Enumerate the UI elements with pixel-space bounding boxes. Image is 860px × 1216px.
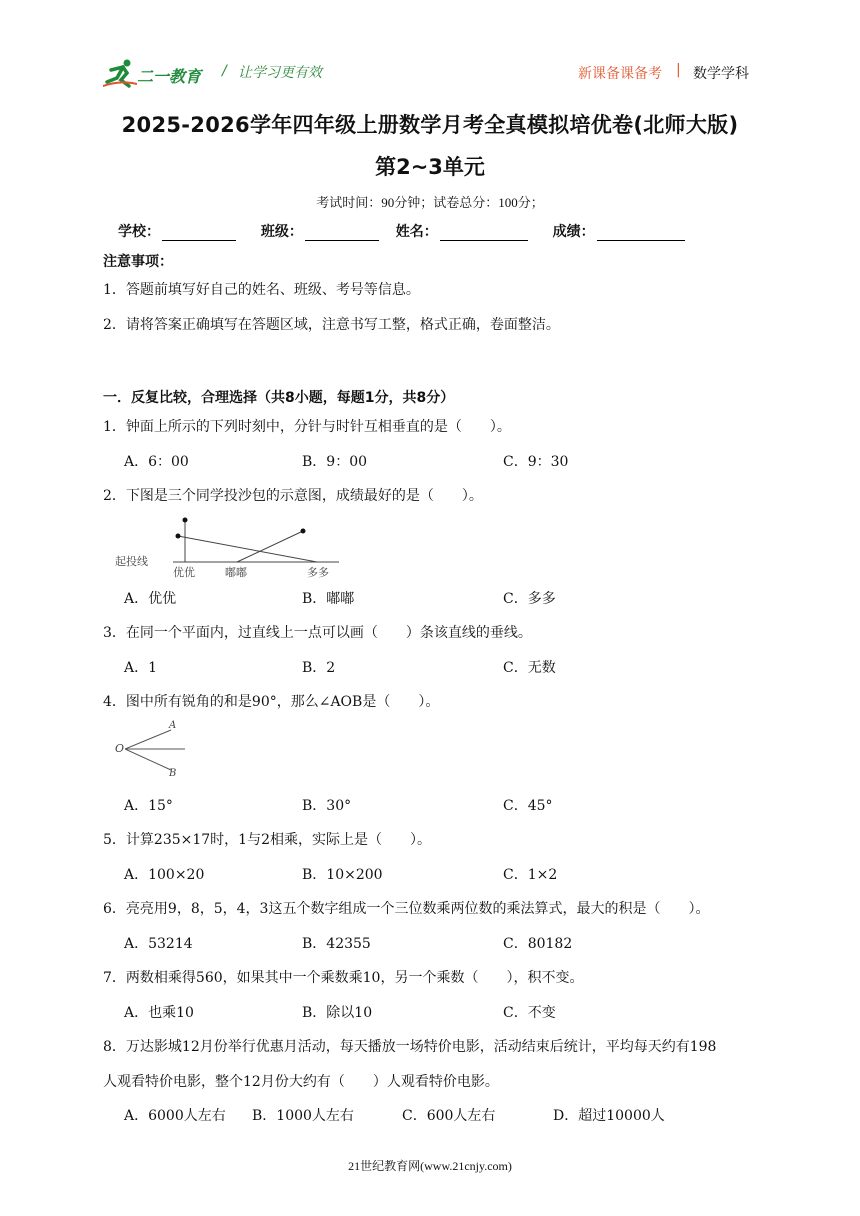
option[interactable]: A．15°	[124, 798, 173, 814]
option[interactable]: C．不变	[503, 1005, 556, 1021]
header-bar: |	[676, 62, 681, 78]
class-blank[interactable]	[305, 226, 379, 241]
option[interactable]: B．9：00	[302, 454, 368, 470]
question-5: 5．计算235×17时，1与2相乘，实际上是（ ）。	[103, 832, 431, 848]
option[interactable]: B．1000人左右	[252, 1108, 354, 1124]
option[interactable]: C．1×2	[503, 867, 558, 883]
option[interactable]: A．53214	[124, 936, 193, 952]
option[interactable]: B．10×200	[302, 867, 383, 883]
angle-diagram	[113, 718, 193, 780]
option[interactable]: A．1	[124, 660, 158, 676]
score-label: 成绩：	[552, 224, 595, 240]
logo-text: 二一教育	[137, 67, 202, 86]
runner-logo-icon	[103, 58, 137, 88]
figure-name: 多多	[307, 566, 329, 579]
header-slogan: 让学习更有效	[238, 65, 322, 81]
header-brand: 新课备课备考	[578, 66, 662, 82]
exam-info: 考试时间：90分钟；试卷总分：100分；	[316, 195, 544, 210]
score-blank[interactable]	[597, 226, 685, 241]
start-line-label: 起投线	[115, 555, 148, 568]
option[interactable]: C．无数	[503, 660, 556, 676]
header-divider-slash: /	[222, 63, 227, 79]
option[interactable]: C．80182	[503, 936, 573, 952]
option[interactable]: A．6000人左右	[124, 1108, 226, 1124]
option[interactable]: B．2	[302, 660, 336, 676]
footer: 21世纪教育网(www.21cnjy.com)	[348, 1159, 512, 1173]
question-6: 6．亮亮用9，8，5，4，3这五个数字组成一个三位数乘两位数的乘法算式，最大的积是（ ）。	[103, 901, 710, 917]
option[interactable]: C．45°	[503, 798, 553, 814]
name-blank[interactable]	[440, 226, 528, 241]
option[interactable]: D．超过10000人	[553, 1108, 665, 1124]
question-4: 4．图中所有锐角的和是90°，那么∠AOB是（ ）。	[103, 694, 440, 710]
note-item: 1．答题前填写好自己的姓名、班级、考号等信息。	[103, 282, 420, 298]
header-logo	[103, 58, 215, 90]
question-1: 1．钟面上所示的下列时刻中，分针与时针互相垂直的是（ ）。	[103, 419, 511, 435]
point-label: B	[169, 768, 177, 779]
question-7: 7．两数相乘得560，如果其中一个乘数乘10，另一个乘数（ ），积不变。	[103, 970, 584, 986]
angle-figure	[113, 718, 193, 780]
school-blank[interactable]	[162, 226, 236, 241]
sandbag-figure	[113, 512, 343, 580]
question-8-cont: 人观看特价电影，整个12月份大约有（ ）人观看特价电影。	[103, 1074, 499, 1090]
notes-heading: 注意事项：	[103, 254, 173, 270]
figure-name: 优优	[173, 566, 195, 579]
question-2: 2．下图是三个同学投沙包的示意图，成绩最好的是（ ）。	[103, 488, 483, 504]
name-label: 姓名：	[395, 224, 438, 240]
option[interactable]: A．优优	[124, 591, 177, 607]
option[interactable]: A．100×20	[124, 867, 205, 883]
question-3: 3．在同一个平面内，过直线上一点可以画（ ）条该直线的垂线。	[103, 625, 532, 641]
option[interactable]: C．9：30	[503, 454, 569, 470]
student-info-row	[118, 221, 685, 241]
option[interactable]: C．多多	[503, 591, 556, 607]
header-subject: 数学学科	[693, 66, 749, 82]
option[interactable]: A．也乘10	[124, 1005, 194, 1021]
page-subtitle: 第2~3单元	[375, 155, 485, 179]
option[interactable]: A．6：00	[124, 454, 189, 470]
figure-name: 嘟嘟	[225, 566, 247, 579]
question-8: 8．万达影城12月份举行优惠月活动，每天播放一场特价电影，活动结束后统计，平均每天约有198	[103, 1039, 717, 1055]
class-label: 班级：	[260, 224, 303, 240]
option[interactable]: B．除以10	[302, 1005, 373, 1021]
option[interactable]: B．嘟嘟	[302, 591, 355, 607]
page-title: 2025-2026学年四年级上册数学月考全真模拟培优卷(北师大版)	[121, 113, 739, 137]
option[interactable]: B．42355	[302, 936, 371, 952]
option[interactable]: C．600人左右	[402, 1108, 496, 1124]
point-label: A	[169, 720, 177, 731]
note-item: 2．请将答案正确填写在答题区域，注意书写工整，格式正确，卷面整洁。	[103, 317, 560, 333]
point-label: O	[115, 742, 125, 755]
section-heading: 一．反复比较，合理选择（共8小题，每题1分，共8分）	[103, 390, 455, 406]
option[interactable]: B．30°	[302, 798, 352, 814]
school-label: 学校：	[118, 224, 160, 240]
